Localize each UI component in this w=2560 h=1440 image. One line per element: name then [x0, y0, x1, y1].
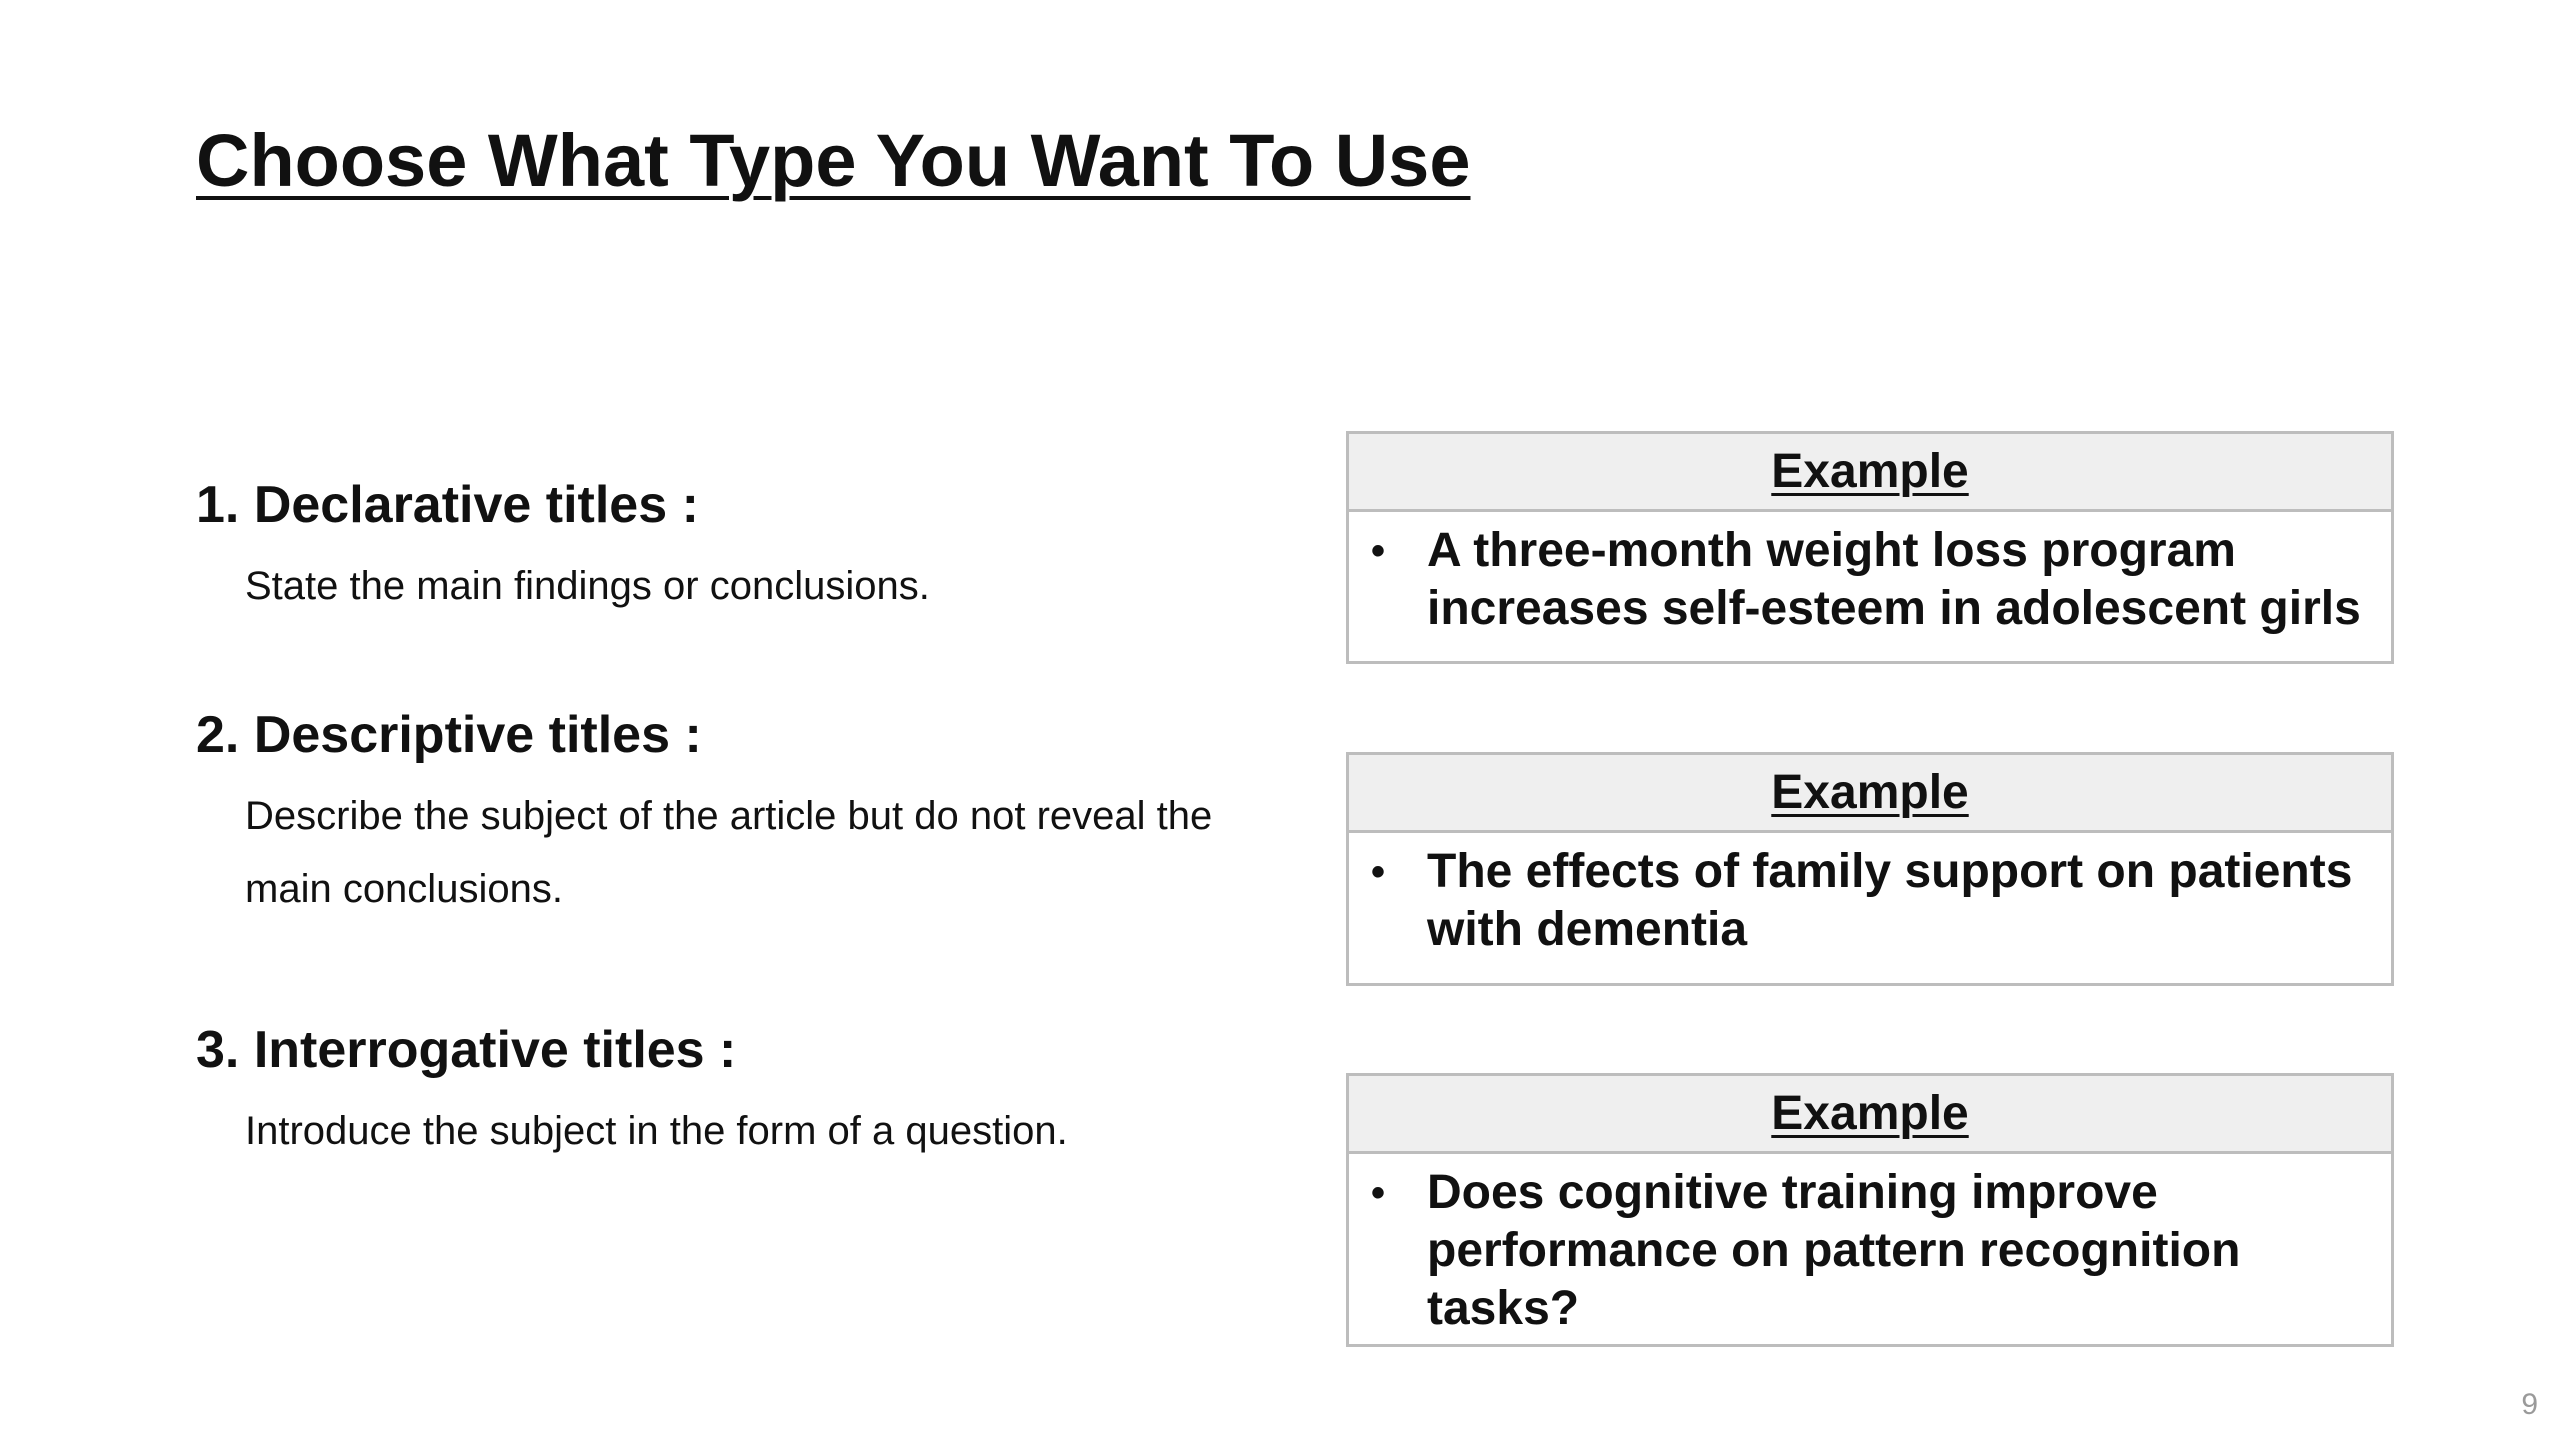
page-title: Choose What Type You Want To Use — [196, 119, 1471, 202]
interrogative-title-description: Introduce the subject in the form of a question. — [245, 1109, 1068, 1153]
bullet-icon: • — [1371, 850, 1386, 894]
bullet-icon: • — [1371, 1171, 1386, 1215]
descriptive-title-description: Describe the subject of the article but do not reveal the main conclusions. — [245, 794, 1213, 911]
declarative-title-section — [196, 474, 1296, 623]
descriptive-example-text: The effects of family support on patients with dementia — [1427, 845, 2353, 956]
interrogative-title-heading: 3. Interrogative titles : — [196, 1021, 737, 1079]
page-number: 9 — [2521, 1388, 2538, 1421]
declarative-example-box — [1346, 431, 2394, 664]
interrogative-example-body — [1349, 1154, 2391, 1348]
declarative-example-header: Example — [1349, 434, 2391, 512]
declarative-example-text: A three-month weight loss program increases self-esteem in adolescent girls — [1427, 524, 2361, 635]
descriptive-example-body — [1349, 833, 2391, 969]
descriptive-example-header: Example — [1349, 755, 2391, 833]
descriptive-title-heading: 2. Descriptive titles : — [196, 706, 702, 764]
declarative-title-description: State the main findings or conclusions. — [245, 564, 930, 608]
interrogative-example-box — [1346, 1073, 2394, 1347]
descriptive-example-box — [1346, 752, 2394, 986]
interrogative-example-text: Does cognitive training improve performance on pattern recognition tasks? — [1427, 1166, 2241, 1335]
descriptive-title-section — [196, 704, 1296, 926]
bullet-icon: • — [1371, 529, 1386, 573]
declarative-example-body — [1349, 512, 2391, 648]
declarative-title-heading: 1. Declarative titles : — [196, 476, 699, 534]
interrogative-example-header: Example — [1349, 1076, 2391, 1154]
interrogative-title-section — [196, 1019, 1296, 1168]
